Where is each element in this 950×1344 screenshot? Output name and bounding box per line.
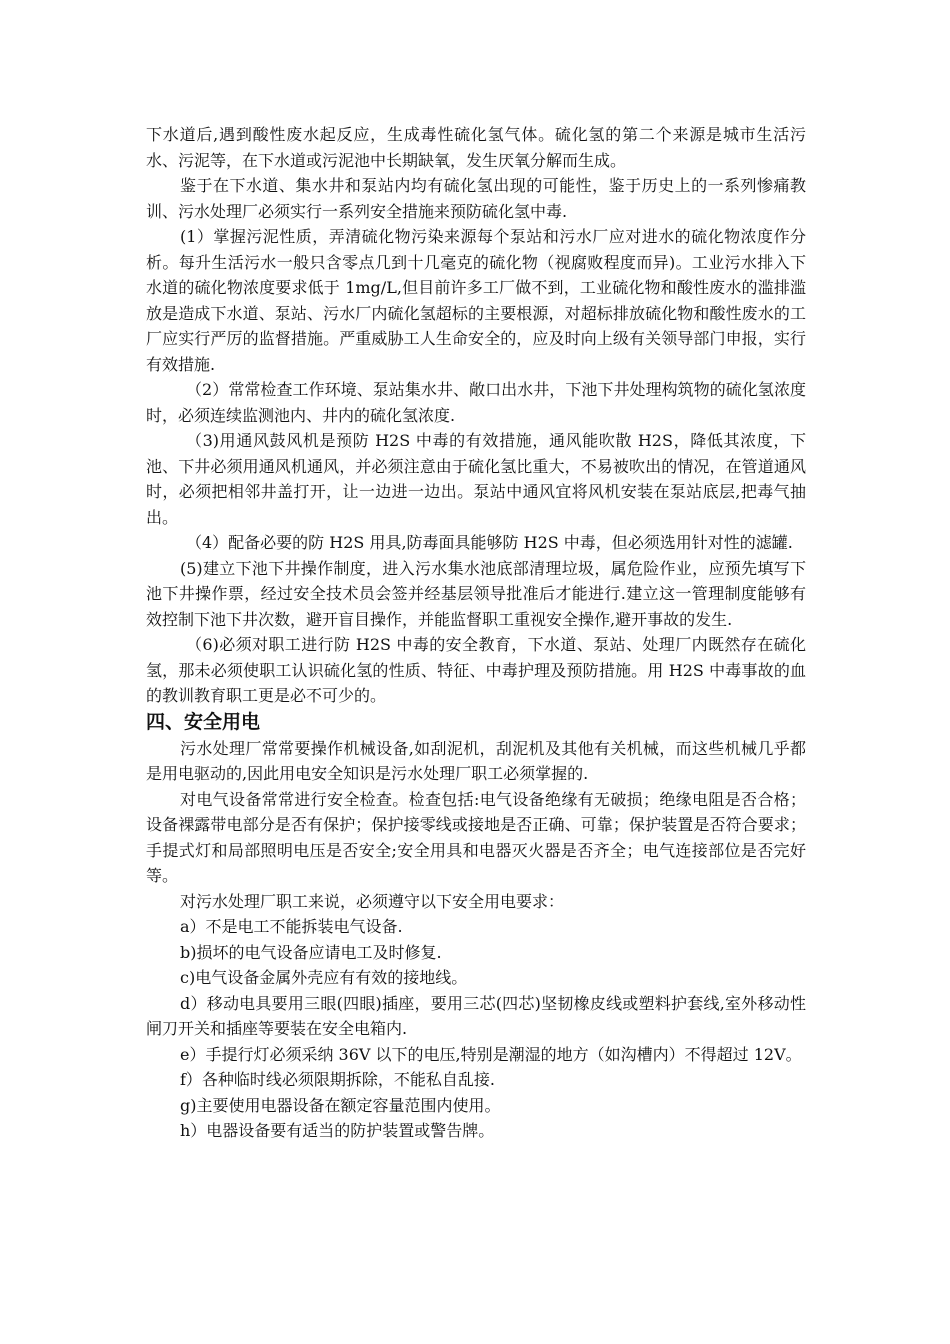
paragraph-measure-4: （4）配备必要的防 H2S 用具,防毒面具能够防 H2S 中毒，但必须选用针对性的滤罐.	[186, 533, 793, 552]
list-item-d: d）移动电具要用三眼(四眼)插座，要用三芯(四芯)坚韧橡皮线或塑料护套线,室外移动性闸刀开关和插座等要装在安全电箱内.	[146, 993, 806, 1038]
section-heading-electrical-safety: 四、安全用电	[146, 710, 261, 733]
paragraph-h2s-source: 下水道后,遇到酸性废水起反应，生成毒性硫化氢气体。硫化氢的第二个来源是城市生活污水、污泥等，在下水道或污泥池中长期缺氧，发生厌氧分解而生成。	[146, 125, 806, 170]
document-page	[146, 122, 806, 1144]
paragraph-electrical-inspection: 对电气设备常常进行安全检查。检查包括:电气设备绝缘有无破损；绝缘电阻是否合格；设备裸露带电部分是否有保护；保护接零线或接地是否正确、可靠；保护装置是否符合要求；手提式灯和局部照明电压是否安全;安全用具和电器灭火器是否齐全；电气连接部位是否完好等。	[146, 789, 806, 885]
paragraph-electrical-intro: 污水处理厂常常要操作机械设备,如刮泥机，刮泥机及其他有关机械，而这些机械几乎都是用电驱动的,因此用电安全知识是污水处理厂职工必须掌握的.	[146, 738, 806, 783]
list-item-b: b)损坏的电气设备应请电工及时修复.	[180, 942, 442, 962]
paragraph-requirements-intro: 对污水处理厂职工来说，必须遵守以下安全用电要求：	[180, 891, 565, 911]
paragraph-measure-5: (5)建立下池下井操作制度，进入污水集水池底部清理垃圾，属危险作业，应预先填写下池下井操作票，经过安全技术员会签并经基层领导批准后才能进行.建立这一管理制度能够有效控制下池下井次数，避开盲目操作，并能监督职工重视安全操作,避开事故的发生.	[146, 558, 806, 629]
list-item-f: f）各种临时线必须限期拆除，不能私自乱接.	[180, 1070, 496, 1089]
list-item-g: g)主要使用电器设备在额定容量范围内使用。	[180, 1095, 501, 1115]
list-item-e: e）手提行灯必须采纳 36V 以下的电压,特别是潮湿的地方（如沟槽内）不得超过 12V。	[180, 1044, 802, 1064]
list-item-h: h）电器设备要有适当的防护装置或警告牌。	[180, 1121, 495, 1140]
paragraph-safety-measures-intro: 鉴于在下水道、集水井和泵站内均有硫化氢出现的可能性，鉴于历史上的一系列惨痛教训、污水处理厂必须实行一系列安全措施来预防硫化氢中毒.	[146, 176, 806, 221]
paragraph-measure-1: (1）掌握污泥性质，弄清硫化物污染来源每个泵站和污水厂应对进水的硫化物浓度作分析。每升生活污水一般只含零点几到十几毫克的硫化物（视腐败程度而异)。工业污水排入下水道的硫化物浓度要求低于 1mg/L,但目前许多工厂做不到，工业硫化物和酸性废水的滥排滥放是造成下水道、泵站、污水厂内硫化氢超标的主要根源，对超标排放硫化物和酸性废水的工厂应实行严厉的监督措施。严重威胁工人生命安全的，应及时向上级有关领导部门申报，实行有效措施.	[146, 227, 806, 374]
paragraph-measure-2: （2）常常检查工作环境、泵站集水井、敞口出水井，下池下井处理构筑物的硫化氢浓度时，必须连续监测池内、井内的硫化氢浓度.	[146, 380, 806, 425]
list-item-c: c)电气设备金属外壳应有有效的接地线。	[180, 968, 468, 987]
paragraph-measure-6: （6)必须对职工进行防 H2S 中毒的安全教育，下水道、泵站、处理厂内既然存在硫化氢，那未必须使职工认识硫化氢的性质、特征、中毒护理及预防措施。用 H2S 中毒事故的血的教训教育职工更是必不可少的。	[146, 635, 806, 705]
paragraph-measure-3: （3)用通风鼓风机是预防 H2S 中毒的有效措施，通风能吹散 H2S，降低其浓度，下池、下井必须用通风机通风，并必须注意由于硫化氢比重大，不易被吹出的情况，在管道通风时，必须把相邻井盖打开，让一边进一边出。泵站中通风宜将风机安装在泵站底层,把毒气抽出。	[146, 431, 806, 527]
list-item-a: a）不是电工不能拆装电气设备.	[180, 917, 403, 936]
